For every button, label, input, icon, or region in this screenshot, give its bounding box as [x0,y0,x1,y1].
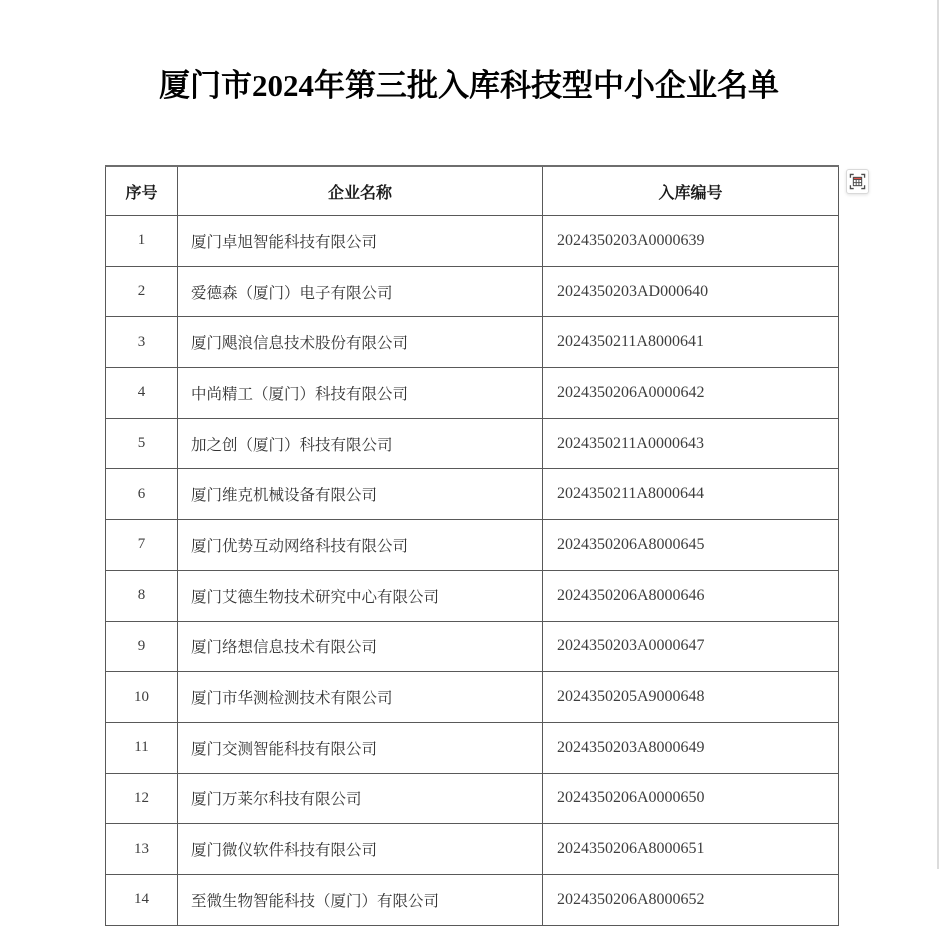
table-row [106,570,839,621]
company-name-cell: 厦门万莱尔科技有限公司 [178,773,543,824]
row-index-cell: 4 [106,368,178,419]
company-name-cell: 厦门艾德生物技术研究中心有限公司 [178,570,543,621]
company-name-cell: 厦门交测智能科技有限公司 [178,722,543,773]
table-row [106,317,839,368]
registration-code-cell: 2024350205A9000648 [543,672,839,723]
table-row [106,216,839,267]
row-index-cell: 6 [106,469,178,520]
company-name-cell: 爱德森（厦门）电子有限公司 [178,266,543,317]
row-index-cell: 11 [106,722,178,773]
page-title: 厦门市2024年第三批入库科技型中小企业名单 [159,68,779,103]
page-edge-divider [937,0,939,869]
table-row [106,874,839,925]
registration-code-cell: 2024350206A0000650 [543,773,839,824]
registration-code-cell: 2024350206A8000645 [543,520,839,571]
header-cell-registration-code: 入库编号 [543,166,839,216]
table-row [106,773,839,824]
registration-code-cell: 2024350203A0000639 [543,216,839,267]
row-index-cell: 7 [106,520,178,571]
company-name-cell: 加之创（厦门）科技有限公司 [178,418,543,469]
registration-code-cell: 2024350203A0000647 [543,621,839,672]
registration-code-cell: 2024350211A8000641 [543,317,839,368]
company-name-cell: 中尚精工（厦门）科技有限公司 [178,368,543,419]
table-row [106,824,839,875]
row-index-cell: 2 [106,266,178,317]
row-index-cell: 3 [106,317,178,368]
company-name-cell: 厦门微仪软件科技有限公司 [178,824,543,875]
registration-code-cell: 2024350206A8000651 [543,824,839,875]
row-index-cell: 9 [106,621,178,672]
registration-code-cell: 2024350211A0000643 [543,418,839,469]
company-name-cell: 厦门飓浪信息技术股份有限公司 [178,317,543,368]
table-row [106,722,839,773]
table-row [106,520,839,571]
table-row [106,368,839,419]
table-row [106,621,839,672]
registration-code-cell: 2024350211A8000644 [543,469,839,520]
row-index-cell: 10 [106,672,178,723]
company-table [105,165,839,926]
registration-code-cell: 2024350206A8000652 [543,874,839,925]
company-name-cell: 厦门优势互动网络科技有限公司 [178,520,543,571]
row-index-cell: 12 [106,773,178,824]
table-row [106,672,839,723]
header-cell-company-name: 企业名称 [178,166,543,216]
table-body [106,216,839,926]
company-name-cell: 厦门维克机械设备有限公司 [178,469,543,520]
registration-code-cell: 2024350203AD000640 [543,266,839,317]
header-cell-index: 序号 [106,166,178,216]
company-name-cell: 厦门络想信息技术有限公司 [178,621,543,672]
company-name-cell: 至微生物智能科技（厦门）有限公司 [178,874,543,925]
company-name-cell: 厦门卓旭智能科技有限公司 [178,216,543,267]
row-index-cell: 13 [106,824,178,875]
registration-code-cell: 2024350206A8000646 [543,570,839,621]
registration-code-cell: 2024350206A0000642 [543,368,839,419]
row-index-cell: 1 [106,216,178,267]
table-row [106,266,839,317]
table-select-icon [849,173,866,190]
company-name-cell: 厦门市华测检测技术有限公司 [178,672,543,723]
table-tool-button[interactable] [846,169,869,194]
table-row [106,418,839,469]
row-index-cell: 8 [106,570,178,621]
table-row [106,469,839,520]
row-index-cell: 14 [106,874,178,925]
table-header [106,166,839,216]
table-header-row [106,166,839,216]
registration-code-cell: 2024350203A8000649 [543,722,839,773]
row-index-cell: 5 [106,418,178,469]
